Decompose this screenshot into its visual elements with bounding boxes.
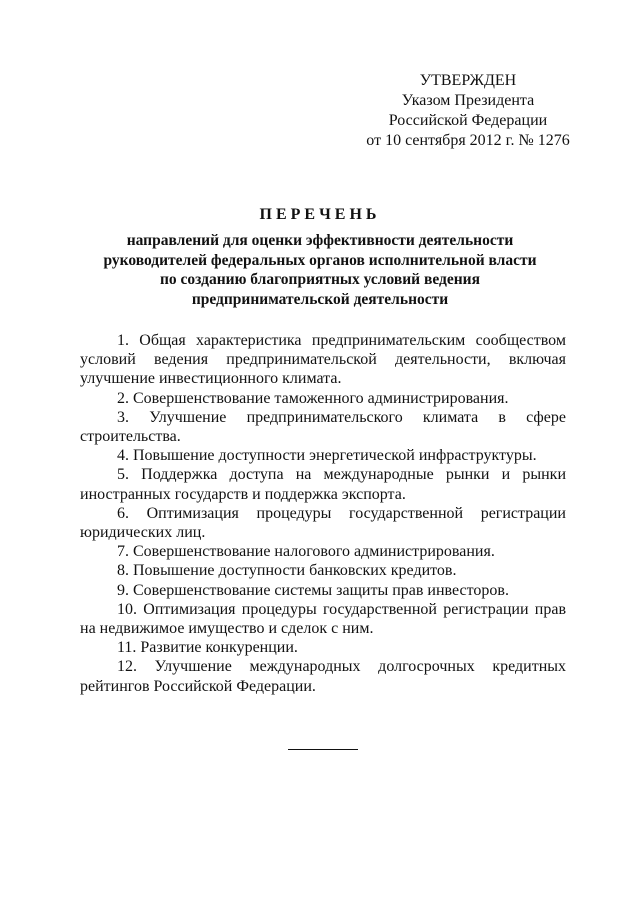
list-item <box>80 389 566 408</box>
item-number: 8. <box>117 562 129 580</box>
list-item <box>80 600 566 638</box>
subtitle-line: руководителей федеральных органов исполнительной власти <box>103 251 537 269</box>
approval-status: УТВЕРЖДЕН <box>419 72 517 89</box>
item-number: 4. <box>117 447 129 465</box>
subtitle-line: предпринимательской деятельности <box>191 290 449 308</box>
subtitle-line: направлений для оценки эффективности деятельности <box>126 232 514 249</box>
item-number: 10. <box>117 600 137 618</box>
list-item <box>80 331 566 389</box>
item-number: 5. <box>117 466 129 484</box>
list-item <box>80 561 566 580</box>
item-text: Совершенствование таможенного администрирования. <box>133 389 509 407</box>
item-number: 3. <box>117 408 129 426</box>
list-item <box>80 446 566 465</box>
item-text: Развитие конкуренции. <box>140 639 298 657</box>
item-number: 9. <box>117 581 129 599</box>
item-number: 12. <box>117 658 137 676</box>
list-item <box>80 542 566 561</box>
subtitle-line: по созданию благоприятных условий ведения <box>160 271 480 288</box>
item-text: Оптимизация процедуры государственной регистрации прав на недвижимое имущество и сделок с ним. <box>80 600 567 638</box>
item-text: Улучшение предпринимательского климата в сфере строительства. <box>80 408 566 446</box>
approval-date-number: от 10 сентября 2012 г. № 1276 <box>366 132 570 149</box>
approval-decree: Указом Президента <box>401 92 535 109</box>
item-text: Улучшение международных долгосрочных кредитных рейтингов Российской Федерации. <box>80 658 567 695</box>
list-item <box>80 465 566 503</box>
document-subtitle <box>0 231 640 309</box>
item-number: 11. <box>117 639 137 657</box>
item-text: Оптимизация процедуры государственной регистрации юридических лиц. <box>80 504 566 542</box>
item-text: Поддержка доступа на международные рынки и рынки иностранных государств и поддержка экспорта. <box>80 466 567 503</box>
list-item <box>80 408 566 446</box>
item-text: Повышение доступности банковских кредитов. <box>133 562 457 580</box>
list-item <box>80 504 566 542</box>
item-number: 6. <box>117 504 129 522</box>
item-number: 2. <box>117 389 129 407</box>
list-item <box>80 657 566 695</box>
item-number: 1. <box>117 332 129 349</box>
list-item <box>80 581 566 600</box>
item-text: Повышение доступности энергетической инфраструктуры. <box>133 447 537 465</box>
document-title: ПЕРЕЧЕНЬ <box>259 206 381 223</box>
item-text: Совершенствование системы защиты прав инвесторов. <box>133 581 509 599</box>
item-text: Совершенствование налогового администрирования. <box>133 543 495 561</box>
approval-authority: Российской Федерации <box>388 112 548 129</box>
directions-list <box>80 331 566 696</box>
item-text: Общая характеристика предпринимательским сообществом условий ведения предпринимательской деятельности, включая улучшение инвестиционного климата. <box>80 332 566 388</box>
list-item <box>80 638 566 657</box>
end-divider <box>288 749 358 750</box>
approval-block <box>340 71 596 151</box>
item-number: 7. <box>117 543 129 561</box>
